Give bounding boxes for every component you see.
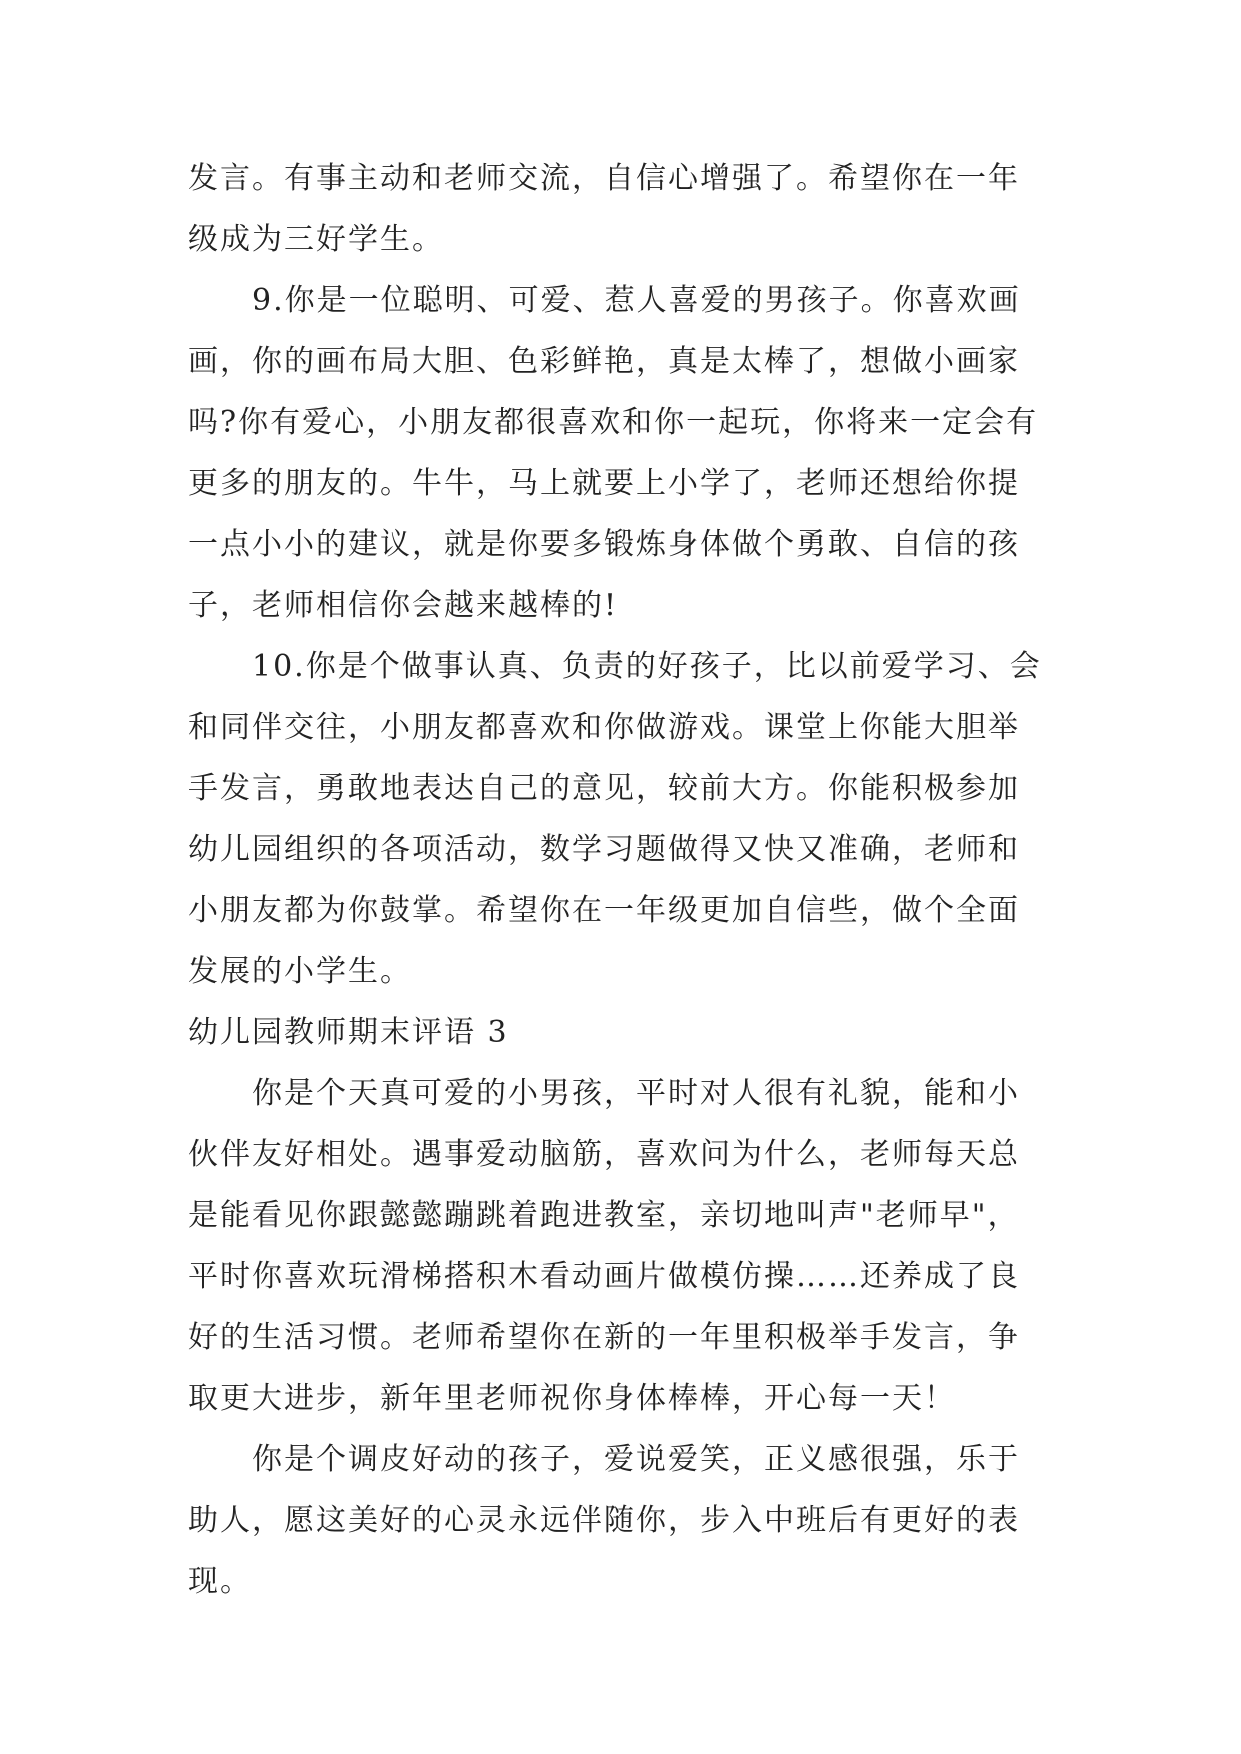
paragraph-item-10: 10.你是个做事认真、负责的好孩子，比以前爱学习、会和同伴交往，小朋友都喜欢和你做游戏。课堂上你能大胆举手发言，勇敢地表达自己的意见，较前大方。你能积极参加幼儿园组织的各项活动，数学习题做得又快又准确，老师和小朋友都为你鼓掌。希望你在一年级更加自信些，做个全面发展的小学生。	[188, 649, 1042, 989]
section-paragraph-2: 你是个调皮好动的孩子，爱说爱笑，正义感很强，乐于助人，愿这美好的心灵永远伴随你，步入中班后有更好的表现。	[188, 1442, 1020, 1599]
section-paragraph-1: 你是个天真可爱的小男孩，平时对人很有礼貌，能和小伙伴友好相处。遇事爱动脑筋，喜欢问为什么，老师每天总是能看见你跟懿懿蹦跳着跑进教室，亲切地叫声"老师早"，平时你喜欢玩滑梯搭积木看动画片做模仿操……还养成了良好的生活习惯。老师希望你在新的一年里积极举手发言，争取更大进步，新年里老师祝你身体棒棒，开心每一天！	[188, 1076, 1020, 1416]
document-body	[188, 148, 1048, 1612]
section-heading: 幼儿园教师期末评语 3	[188, 1015, 509, 1050]
paragraph-item-9: 9.你是一位聪明、可爱、惹人喜爱的男孩子。你喜欢画画，你的画布局大胆、色彩鲜艳，真是太棒了，想做小画家吗?你有爱心，小朋友都很喜欢和你一起玩，你将来一定会有更多的朋友的。牛牛，马上就要上小学了，老师还想给你提一点小小的建议，就是你要多锻炼身体做个勇敢、自信的孩子，老师相信你会越来越棒的!	[188, 283, 1039, 623]
paragraph-continuation: 发言。有事主动和老师交流，自信心增强了。希望你在一年级成为三好学生。	[188, 161, 1020, 257]
